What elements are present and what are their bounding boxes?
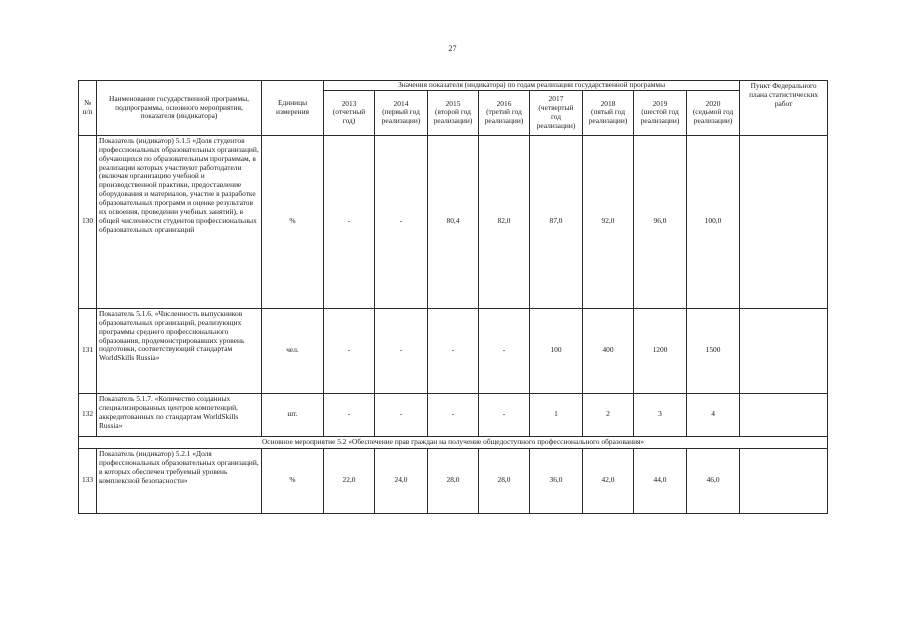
row-value: 22,0 bbox=[324, 448, 375, 513]
row-unit: % bbox=[262, 448, 324, 513]
row-value: 28,0 bbox=[479, 448, 530, 513]
section-row bbox=[79, 436, 828, 448]
header-year: 2017 (четвертый год реализации) bbox=[530, 90, 583, 135]
header-year: 2020 (седьмой год реализации) bbox=[687, 90, 740, 135]
row-value: 44,0 bbox=[634, 448, 687, 513]
header-num: № п/п bbox=[79, 81, 97, 136]
row-num: 132 bbox=[79, 393, 97, 436]
row-value: 4 bbox=[687, 393, 740, 436]
row-unit: чел. bbox=[262, 308, 324, 393]
row-value: 82,0 bbox=[479, 135, 530, 308]
row-value: 36,0 bbox=[530, 448, 583, 513]
section-title: Основное мероприятие 5.2 «Обеспечение прав граждан на получение общедоступного профессионального образования» bbox=[79, 436, 828, 448]
header-year: 2016 (третий год реализации) bbox=[479, 90, 530, 135]
row-plan bbox=[740, 448, 828, 513]
row-num: 133 bbox=[79, 448, 97, 513]
table-row bbox=[79, 308, 828, 393]
row-plan bbox=[740, 135, 828, 308]
header-year: 2019 (шестой год реализации) bbox=[634, 90, 687, 135]
row-unit: шт. bbox=[262, 393, 324, 436]
row-indicator-name: Показатель 5.1.6. «Численность выпускников образовательных организаций, реализующих программы среднего профессионального образования, продемонстрировавших уровень подготовки, соответствующий стандартам WorldSkills Russia» bbox=[97, 308, 262, 393]
row-num: 131 bbox=[79, 308, 97, 393]
row-num: 130 bbox=[79, 135, 97, 308]
row-plan bbox=[740, 393, 828, 436]
row-value: - bbox=[324, 393, 375, 436]
table-row bbox=[79, 448, 828, 513]
header-row-1 bbox=[79, 81, 828, 91]
row-value: - bbox=[324, 308, 375, 393]
row-value: - bbox=[375, 135, 428, 308]
row-value: - bbox=[428, 308, 479, 393]
row-value: 1 bbox=[530, 393, 583, 436]
row-value: 46,0 bbox=[687, 448, 740, 513]
row-value: - bbox=[428, 393, 479, 436]
header-years-group: Значения показателя (индикатора) по годам реализации государственной программы bbox=[324, 81, 740, 91]
row-value: 1500 bbox=[687, 308, 740, 393]
row-value: - bbox=[324, 135, 375, 308]
row-value: 28,0 bbox=[428, 448, 479, 513]
header-unit: Единицы измерения bbox=[262, 81, 324, 136]
row-value: 96,0 bbox=[634, 135, 687, 308]
row-indicator-name: Показатель (индикатор) 5.2.1 «Доля профессиональных образовательных организаций, в которых обеспечен требуемый уровень комплексной безопасности» bbox=[97, 448, 262, 513]
header-year: 2015 (второй год реализации) bbox=[428, 90, 479, 135]
row-value: - bbox=[375, 393, 428, 436]
row-value: - bbox=[479, 393, 530, 436]
row-value: 92,0 bbox=[583, 135, 634, 308]
row-value: 3 bbox=[634, 393, 687, 436]
row-value: 2 bbox=[583, 393, 634, 436]
row-value: - bbox=[479, 308, 530, 393]
row-value: 100 bbox=[530, 308, 583, 393]
row-value: 24,0 bbox=[375, 448, 428, 513]
row-unit: % bbox=[262, 135, 324, 308]
header-year: 2013 (отчетный год) bbox=[324, 90, 375, 135]
header-year: 2018 (пятый год реализации) bbox=[583, 90, 634, 135]
row-value: 80,4 bbox=[428, 135, 479, 308]
row-value: 87,0 bbox=[530, 135, 583, 308]
table-row bbox=[79, 393, 828, 436]
header-plan: Пункт Федерального плана статистических работ bbox=[740, 81, 828, 136]
table-row bbox=[79, 135, 828, 308]
row-plan bbox=[740, 308, 828, 393]
row-value: 42,0 bbox=[583, 448, 634, 513]
header-year: 2014 (первый год реализации) bbox=[375, 90, 428, 135]
row-indicator-name: Показатель (индикатор) 5.1.5 «Доля студентов профессиональных образовательных организаций, обучающихся по образовательным программам, в реализации которых участвуют работодатели (включая организацию учебной и производственной практики, предоставление оборудования и материалов, участие в разработке образовательных программ и оценке результатов их освоения, проведении учебных занятий), в общей численности студентов профессиональных образовательных организаций bbox=[97, 135, 262, 308]
indicators-table bbox=[78, 80, 828, 514]
row-value: - bbox=[375, 308, 428, 393]
row-value: 100,0 bbox=[687, 135, 740, 308]
header-name: Наименование государственной программы, подпрограммы, основного мероприятия, показателя (индикатора) bbox=[97, 81, 262, 136]
row-value: 1200 bbox=[634, 308, 687, 393]
row-value: 400 bbox=[583, 308, 634, 393]
row-indicator-name: Показатель 5.1.7. «Количество созданных специализированных центров компетенций, аккредитованных по стандартам WorldSkills Russia» bbox=[97, 393, 262, 436]
page-number: 27 bbox=[448, 44, 457, 53]
